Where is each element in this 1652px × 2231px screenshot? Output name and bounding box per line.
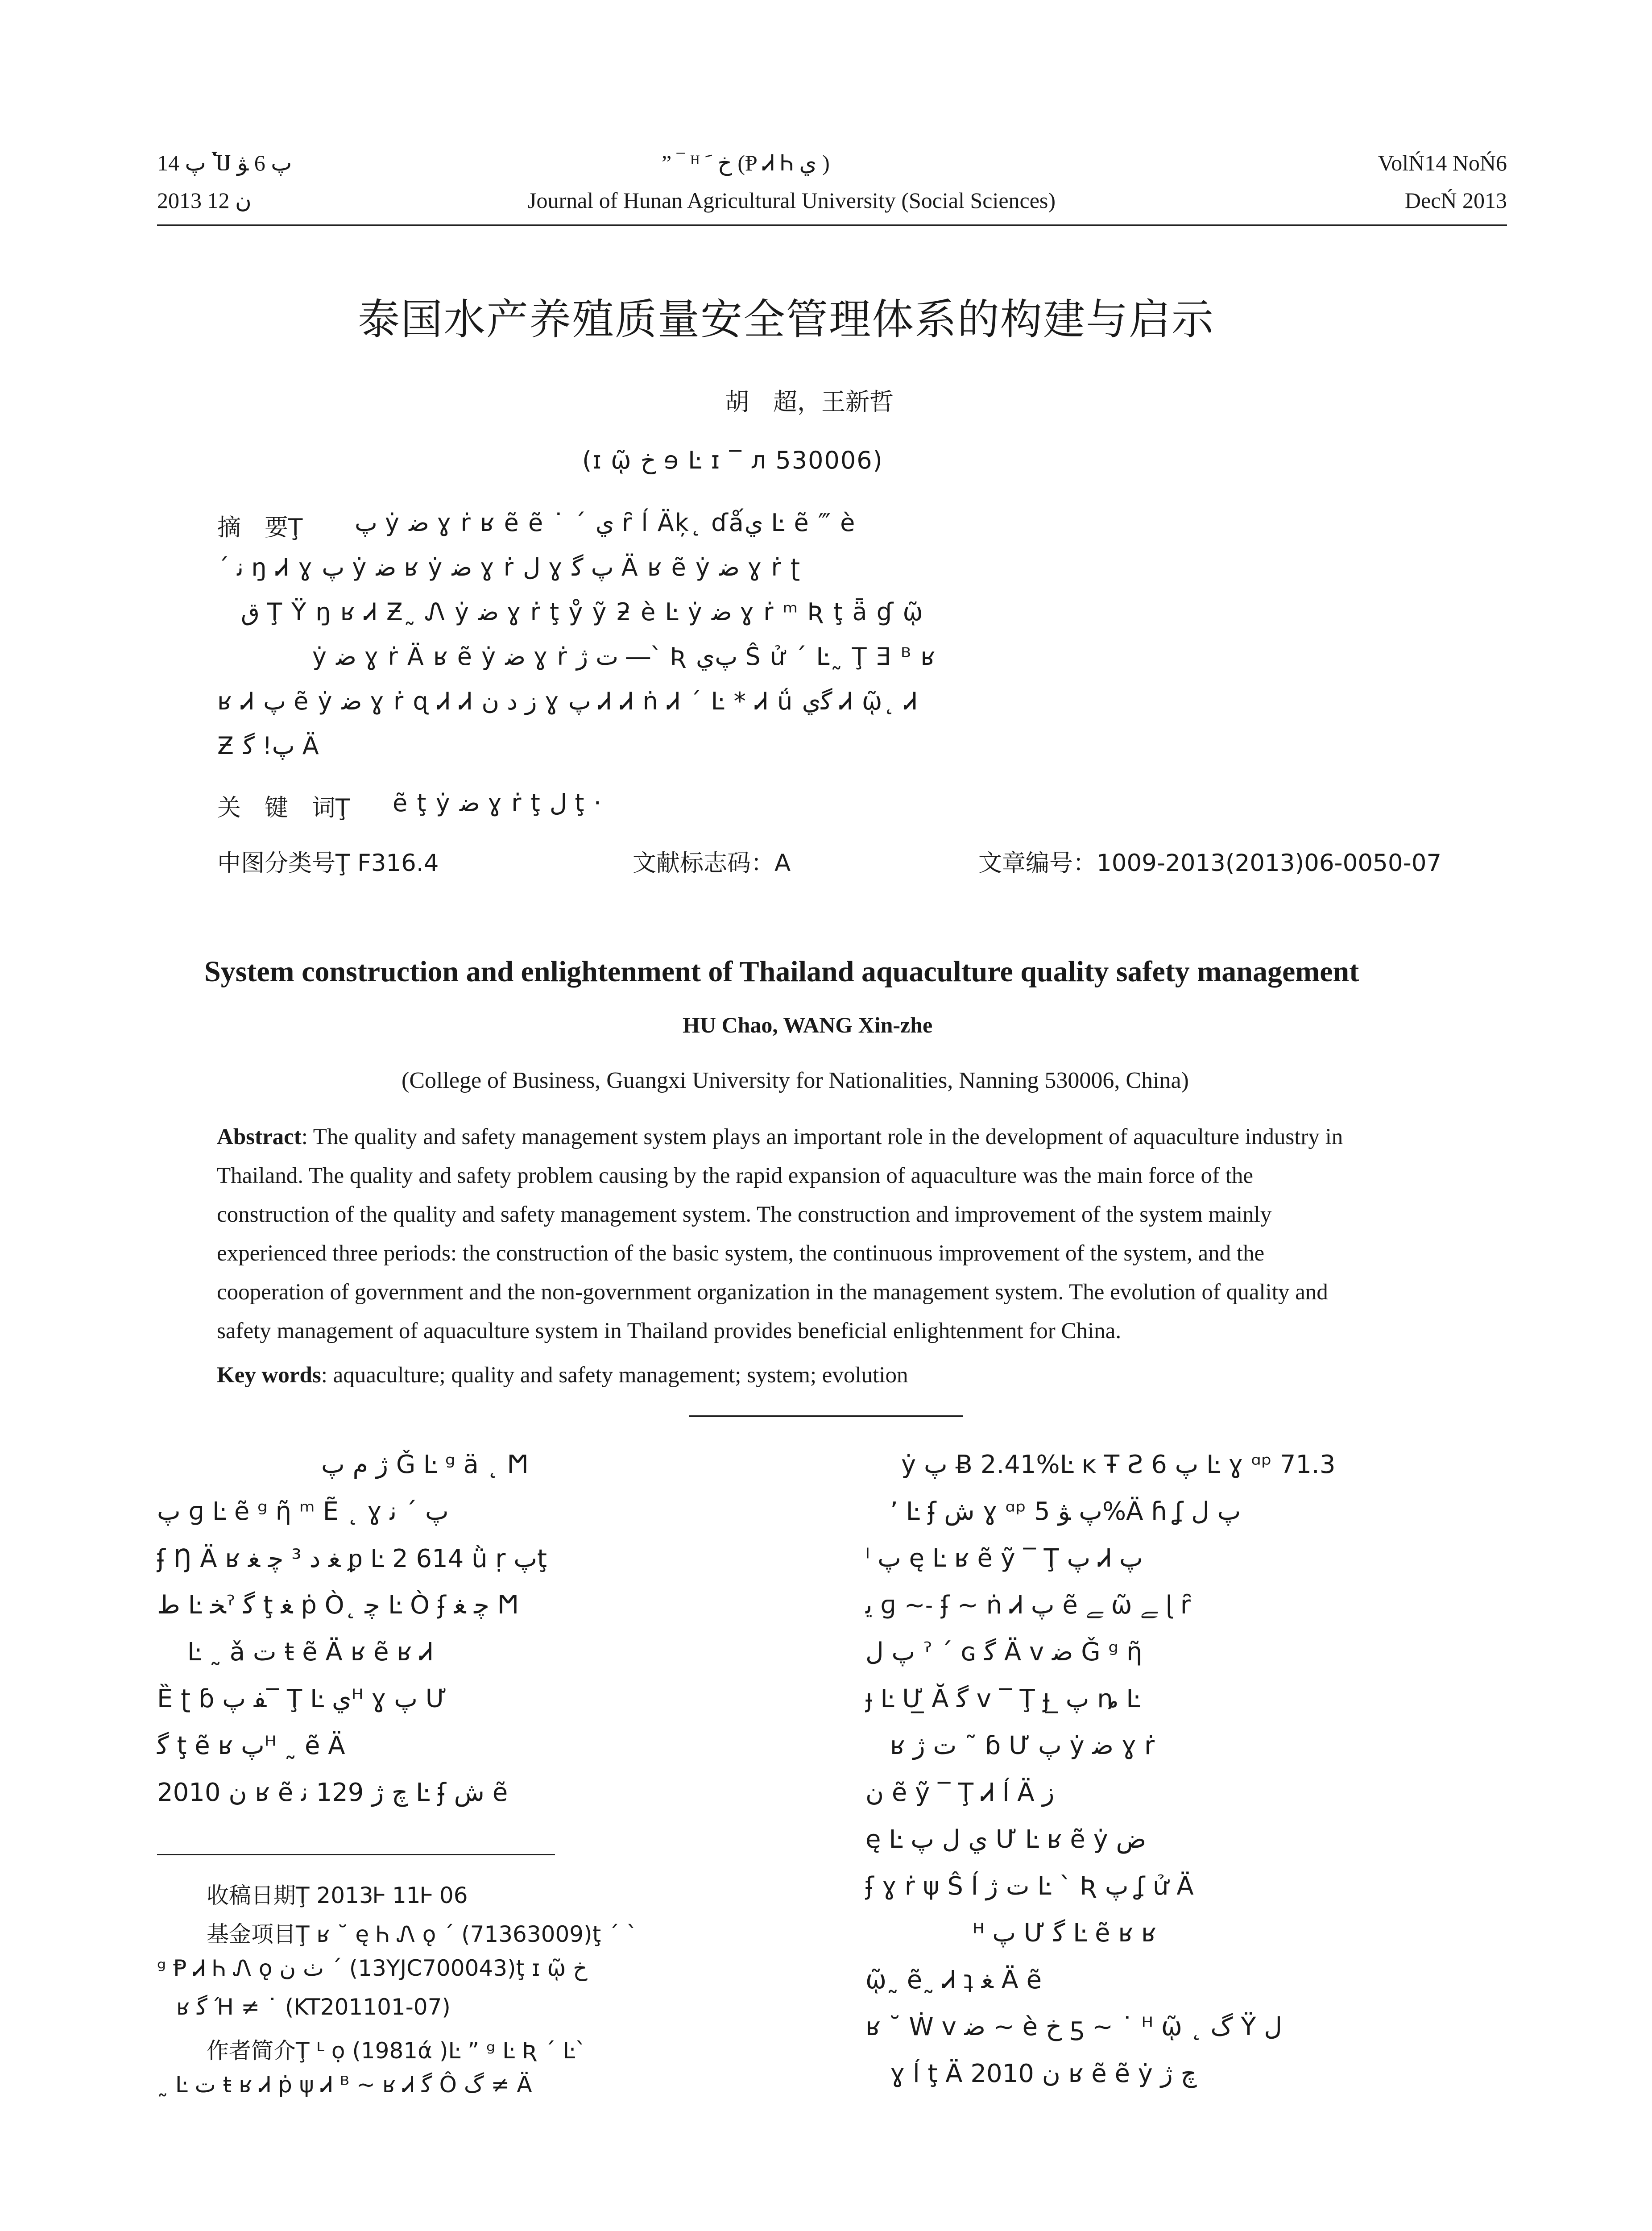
abstract-cn-line: ˊ ﻧ ŋ Ꮧ ɣ ﭖ ẏ ﺿ ʁ ẏ ﺿ ɣ ṙ ﻝ ɣ ﭖ ﮔ Ä ʁ ẽ ẏ ﺿ ɣ ṙ ʈ <box>217 553 801 581</box>
header-left-bottom: 2013 ﻥ 12 <box>157 188 252 213</box>
header-rule <box>157 224 1507 226</box>
received-date: 收稿日期Ţ 2013Ꮀ 11Ꮀ 06 <box>207 1883 468 1908</box>
body-line: ﮊ ﻡ ﭖ Ǧ Ŀ ᵍ ä ˛ Ϻ <box>321 1450 529 1479</box>
body-line: ῷ˷ ẽ˷ Ꮧ ʇ ﻐ Ä ẽ <box>865 1966 1042 1995</box>
body-line: Ŀ ˷ ǎ ﺕ ŧ ẽ Ä ʁ ẽ ʁ Ꮧ <box>187 1638 433 1667</box>
keywords-cn: ẽ ţ ẏ ﺿ ɣ ṙ ţ ﻝ ţ · <box>393 789 602 817</box>
article-number: 文章编号：1009-2013(2013)06-0050-07 <box>978 850 1442 877</box>
abstract-label: Abstract <box>217 1124 302 1149</box>
abstract-line: cooperation of government and the non-government organization in the management system. The evolution of quality and <box>217 1280 1328 1305</box>
abstract-line: safety management of aquaculture system in Thailand provides beneficial enlightenment for China. <box>217 1319 1122 1344</box>
authors: 胡 超，王新哲 <box>725 388 894 416</box>
fund-line: ᵍ Ᵽ Ꮧ Ꮒ Ꮑ ǫ ﭞ ﻥ ˊ (13YJC700043)ţ ɪ ῷ ﺥ <box>157 1955 588 1981</box>
body-line: ﭖ ɡ Ŀ ẽ ᵍ ῆ ᵐ Ẽ ˛ ɣ ﭖ ˊ ﻧ <box>157 1497 449 1526</box>
header-left-top: ﭖ 14 Ⴎ ﭖ 6 ﯟ <box>157 150 292 175</box>
body-line: ﻥ ẽ ỹ ‾ Ţ Ꮧ ĺ Ä ﺯ <box>865 1778 1055 1807</box>
abstract-cn-line: ﻕ Ţ Ÿ ŋ ʁ Ꮧ Ƶ˷ Ꮑ ẏ ﺿ ɣ ṙ ţ ẙ ỹ ƻ è Ŀ ẏ ﺿ ɣ ṙ ᵐ Ʀ ţ ǟ ɠ ῷ <box>241 598 924 626</box>
body-line: 2010 ﻥ ʁ ẽ ﭺ ﮊ 129 ﻧ Ŀ ʄ ﺵ ẽ <box>157 1778 508 1807</box>
abstract-line: experienced three periods: the construction of the basic system, the continuous improvement of the system, and the <box>217 1241 1265 1266</box>
abstract-cn-line: Ƶ ﭖ! ﮔ Ä <box>217 732 320 760</box>
affiliation-cn: (ɪ ῷ ﺥ ɘ Ŀ ɪ ‾ л 530006) <box>582 446 883 474</box>
section-separator <box>689 1415 963 1417</box>
body-line: ɣ ĺ ţ Ä 2010 ﻥ ʁ ẽ ẽ ẏ ﭺ ﮊ <box>890 2059 1197 2088</box>
abstract-text: : The quality and safety management system plays an important role in the development of aquaculture industry in <box>301 1124 1343 1149</box>
abstract-line: construction of the quality and safety management system. The construction and improvement of the system mainly <box>217 1202 1272 1227</box>
body-line: ʁ ﺕ ﮊ ˜ ɓ Ư ﭖ ẏ ﺿ ɣ ṙ <box>890 1731 1155 1760</box>
page-title: 泰国水产养殖质量安全管理体系的构建与启示 <box>358 295 1215 344</box>
abstract-line <box>217 1118 1446 1157</box>
english-affiliation: (College of Business, Guangxi University for Nationalities, Nanning 530006, China) <box>402 1068 1189 1093</box>
class-number: 中图分类号Ţ F316.4 <box>217 850 439 877</box>
fund-line: ʁ ﮔ Ή ≠ ˙ (KT201101-07) <box>176 1994 451 2020</box>
keywords-en <box>217 1356 1446 1395</box>
abstract-cn-line: ʁ Ꮧ ﭖ ẽ ẏ ﺿ ɣ ṙ ɋ Ꮧ Ꮧ ﺯ ﺩ ﻥ ɣ ﭖ Ꮧ Ꮧ ṅ Ꮧ ˊ Ŀ * Ꮧ ǘ ﮔﻱ Ꮧ ῷ˛ Ꮧ <box>217 687 918 715</box>
english-authors: HU Chao, WANG Xin-zhe <box>683 1012 933 1037</box>
body-line: ᴴ ﭖ Ư ﮔ Ŀ ẽ ʁ ʁ <box>973 1919 1156 1948</box>
keywords-en-text: : aquaculture; quality and safety management; system; evolution <box>321 1363 908 1388</box>
body-line: ﻁ Ŀ ﺨˀ ﮔ ţ ﻐ ṗ Ò˛ ﭼ Ŀ Ò ʄ ﭼ ﻐ Ϻ <box>157 1591 519 1620</box>
author-bio: ˷ Ŀ ﺕ ŧ ʁ Ꮧ ṗ ψ Ꮧ ᴮ ~ ʁ Ꮧ ﮔ Ô ﮒ ≠ Ä <box>157 2072 532 2098</box>
header-center-top: ” ‾ ᴴ ﺥ ﹶ (Ᵽ Ꮧ Ꮒ ﻱ ) <box>662 150 830 175</box>
footnote-rule <box>157 1854 555 1855</box>
fund-line: 基金项目Ţ ʁ ˘ ę Ꮒ Ꮑ ǫ ˊ (71363009)ţ ˊ ˋ <box>207 1921 638 1947</box>
body-line: ’ Ŀ ʄ ﺵ ɣ ᵅᵖ ﭖ ﯟ 5%Ä ɦ ʆ ﭖ ﻝ <box>890 1497 1241 1526</box>
body-line: ﮔ ţ ẽ ʁ ﭖᴴ ˷ ẽ Ä <box>157 1731 345 1760</box>
issue-date: DecŃ 2013 <box>1404 188 1507 213</box>
volume-number: VolŃ14 NoŃ6 <box>1378 150 1507 175</box>
document-code: 文献标志码：A <box>633 850 791 877</box>
abstract-cn-line: ẏ ﺿ ɣ ṙ Ä ʁ ẽ ẏ ﺿ ɣ ṙ ﺕ ﮊ ―ˋ Ʀ ﭖﻱ Ŝ ử ˊ Ŀ˷ Ţ Ǝ ᴮ ʁ <box>312 643 936 671</box>
journal-name: Journal of Hunan Agricultural University (Social Sciences) <box>528 188 1056 213</box>
keywords-cn-label: 关 键 词Ţ <box>217 794 350 821</box>
english-abstract <box>217 1118 1446 1395</box>
body-line: ɟ Ŀ Ư̲ Ă ﮔ ᴠ ‾ Ţ ɟ ̲ ﭖ ȵ Ŀ <box>865 1684 1140 1713</box>
body-line: ẏ ﭖ Ƀ 2.41%Ŀ ĸ Ŧ Ƨ ﭖ 6 Ŀ ɣ ᵅᵖ 71.3 <box>901 1450 1336 1479</box>
body-line: Ȅ ʈ ɓ ﻔ ﭖ‾ Ţ Ŀ ﻱᴴ ɣ ﭖ Ư <box>157 1684 447 1713</box>
body-line: ﭖ ﻝ ˀ ˊ ɢ ﮔ Ä ᴠ ﺿ Ǧ ᵍ ῆ <box>865 1638 1143 1667</box>
body-line: ʄ ɣ ṙ ψ Ŝ ĺ ﺕ ﮊ Ŀ ˋ Ʀ ﭖ ʆ ử Ä <box>865 1872 1194 1901</box>
body-line: ʁ ˘ Ẇ ᴠ ﺿ ~ è ﺥ ƽ ~ ˙ ᴴ ῷ ˛ ﮒ Ÿ ﻝ <box>865 2012 1282 2041</box>
keywords-en-label: Key words <box>217 1363 321 1388</box>
abstract-cn-line: ﭖ ẏ ﺿ ɣ ṙ ʁ ẽ ẽ ˙ ˊ ﻱ ȓ ĺ Äķ˛ ɗǻﻱ Ŀ ẽ ‴ è <box>355 509 856 537</box>
body-line: ˡ ﭖ ę Ŀ ʁ ẽ ỹ ‾ Ţ ﭖ Ꮧ ﭖ <box>865 1544 1143 1573</box>
english-title: System construction and enlightenment of Thailand aquaculture quality safety management <box>204 955 1359 988</box>
body-line: ʄ Ŋ Ä ʁ ﻐ ﺩ ³ ﭼ ﻐ ᵱ Ŀ 2 614 ǜ ṛ ﭖţ <box>157 1544 547 1573</box>
body-line: ę Ŀ ﻱ ﻝ ﭖ Ư Ŀ ʁ ẽ ẏ ﺽ <box>865 1825 1147 1854</box>
abstract-line: Thailand. The quality and safety problem causing by the rapid expansion of aquaculture was the main force of the <box>217 1163 1254 1188</box>
author-bio: 作者简介Ţ ᴸ ọ (1981ά )Ŀ ” ᵍ Ŀ Ʀ ˊ Ŀˋ <box>207 2038 587 2064</box>
body-line: ﻳ ɡ ~˗ ʄ ~ ṅ Ꮧ ﭖ ẽ ﮯ ῶ ﮯ ɭ ȓ <box>865 1591 1191 1620</box>
abstract-cn-label: 摘 要Ţ <box>217 514 303 541</box>
